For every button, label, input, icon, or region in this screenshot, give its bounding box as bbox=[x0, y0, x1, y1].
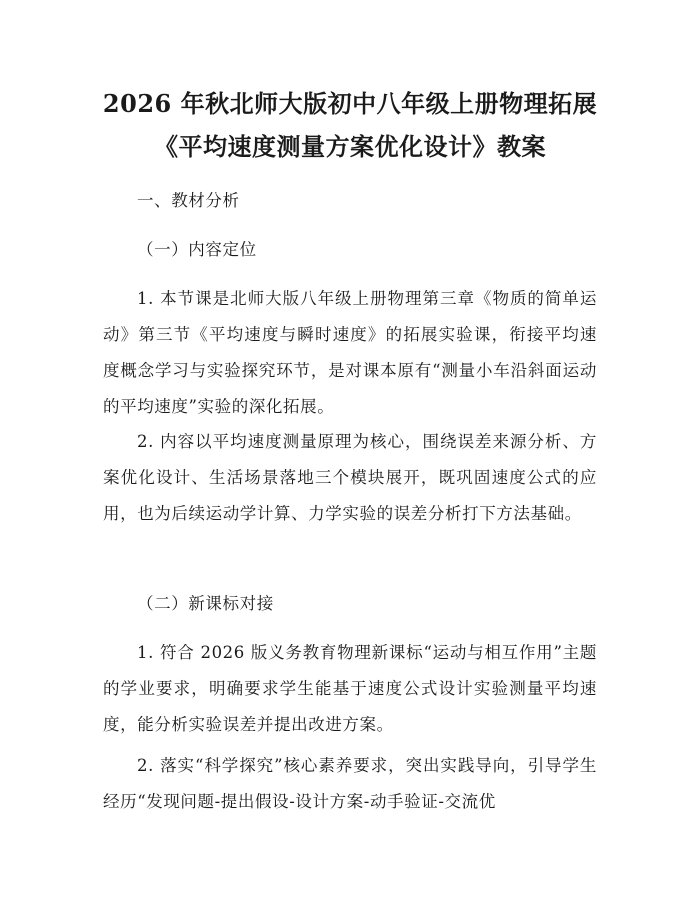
paragraph-new-curriculum-standards-2: 2. 落实“科学探究”核心素养要求，突出实践导向，引导学生经历“发现问题-提出假设-设计方案-动手验证-交流优 bbox=[103, 756, 597, 811]
section-heading-teaching-material-analysis: 一、教材分析 bbox=[137, 191, 240, 210]
paragraph-new-curriculum-standards-1: 1. 符合 2026 版义务教育物理新课标“运动与相互作用”主题的学业要求，明确要求学生能基于速度公式设计实验测量平均速度，能分析实验误差并提出改进方案。 bbox=[103, 643, 597, 734]
document-title-line-2: 《平均速度测量方案优化设计》教案 bbox=[154, 132, 546, 161]
subsection-heading-new-curriculum-standards: （二）新课标对接 bbox=[137, 594, 274, 613]
paragraph-content-positioning-2: 2. 内容以平均速度测量原理为核心，围绕误差来源分析、方案优化设计、生活场景落地三个模块展开，既巩固速度公式的应用，也为后续运动学计算、力学实验的误差分析打下方法基础。 bbox=[103, 432, 597, 523]
subsection-heading-content-positioning: （一）内容定位 bbox=[137, 240, 257, 259]
document-title-line-1: 2026 年秋北师大版初中八年级上册物理拓展 bbox=[102, 89, 598, 118]
paragraph-content-positioning-1: 1. 本节课是北师大版八年级上册物理第三章《物质的简单运动》第三节《平均速度与瞬时速度》的拓展实验课，衔接平均速度概念学习与实验探究环节，是对课本原有“测量小车沿斜面运动的平均速度”实验的深化拓展。 bbox=[103, 289, 597, 416]
